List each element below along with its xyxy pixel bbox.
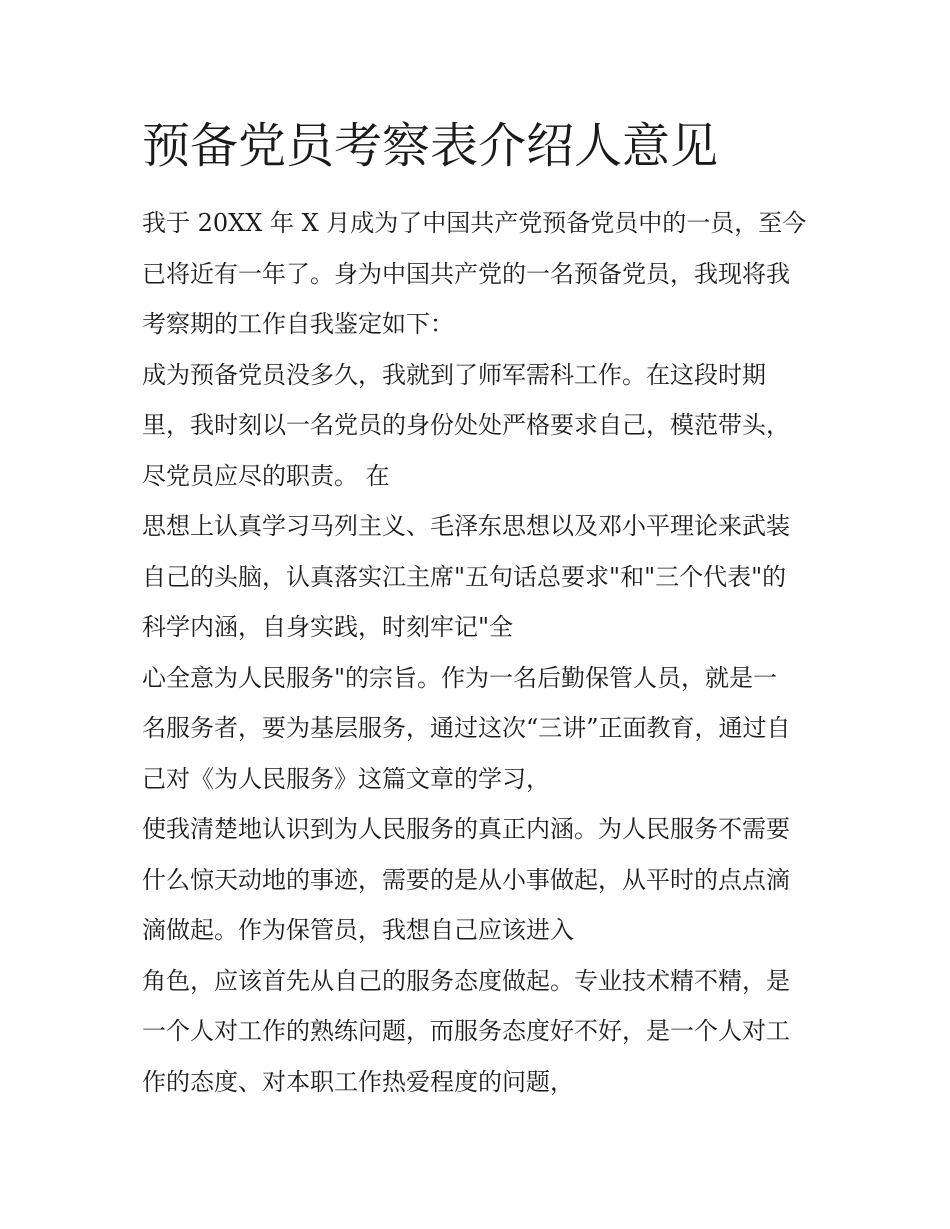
body-line: 成为预备党员没多久，我就到了师军需科工作。在这段时期 — [142, 360, 766, 389]
body-line: 滴做起。作为保管员，我想自己应该进入 — [142, 916, 574, 944]
body-line: 己对《为人民服务》这篇文章的学习， — [142, 764, 550, 793]
body-line: 我于 20XX 年 X 月成为了中国共产党预备党员中的一员，至今 — [142, 209, 807, 237]
body-line: 自己的头脑，认真落实江主席"五句话总要求"和"三个代表"的 — [142, 562, 787, 591]
body-line: 作的态度、对本职工作热爱程度的问题， — [142, 1067, 574, 1096]
body-line: 一个人对工作的熟练问题，而服务态度好不好，是一个人对工 — [142, 1017, 790, 1045]
body-line: 里，我时刻以一名党员的身份处处严格要求自己，模范带头， — [142, 411, 790, 439]
body-line: 考察期的工作自我鉴定如下： — [142, 310, 454, 338]
body-line: 思想上认真学习马列主义、毛泽东思想以及邓小平理论来武装 — [142, 512, 790, 540]
body-line: 心全意为人民服务"的宗旨。作为一名后勤保管人员，就是一 — [142, 663, 778, 692]
body-line: 使我清楚地认识到为人民服务的真正内涵。为人民服务不需要 — [142, 815, 790, 843]
body-line: 已将近有一年了。身为中国共产党的一名预备党员，我现将我 — [142, 259, 790, 288]
document-body — [142, 198, 822, 1107]
document-title: 预备党员考察表介绍人意见 — [142, 118, 719, 174]
body-line: 什么惊天动地的事迹，需要的是从小事做起，从平时的点点滴 — [142, 865, 790, 894]
body-line: 名服务者，要为基层服务，通过这次“三讲”正面教育，通过自 — [142, 714, 791, 742]
body-line: 角色，应该首先从自己的服务态度做起。专业技术精不精，是 — [142, 966, 790, 995]
body-line: 尽党员应尽的职责。 在 — [142, 461, 390, 490]
body-line: 科学内涵，自身实践，时刻牢记"全 — [142, 613, 514, 641]
